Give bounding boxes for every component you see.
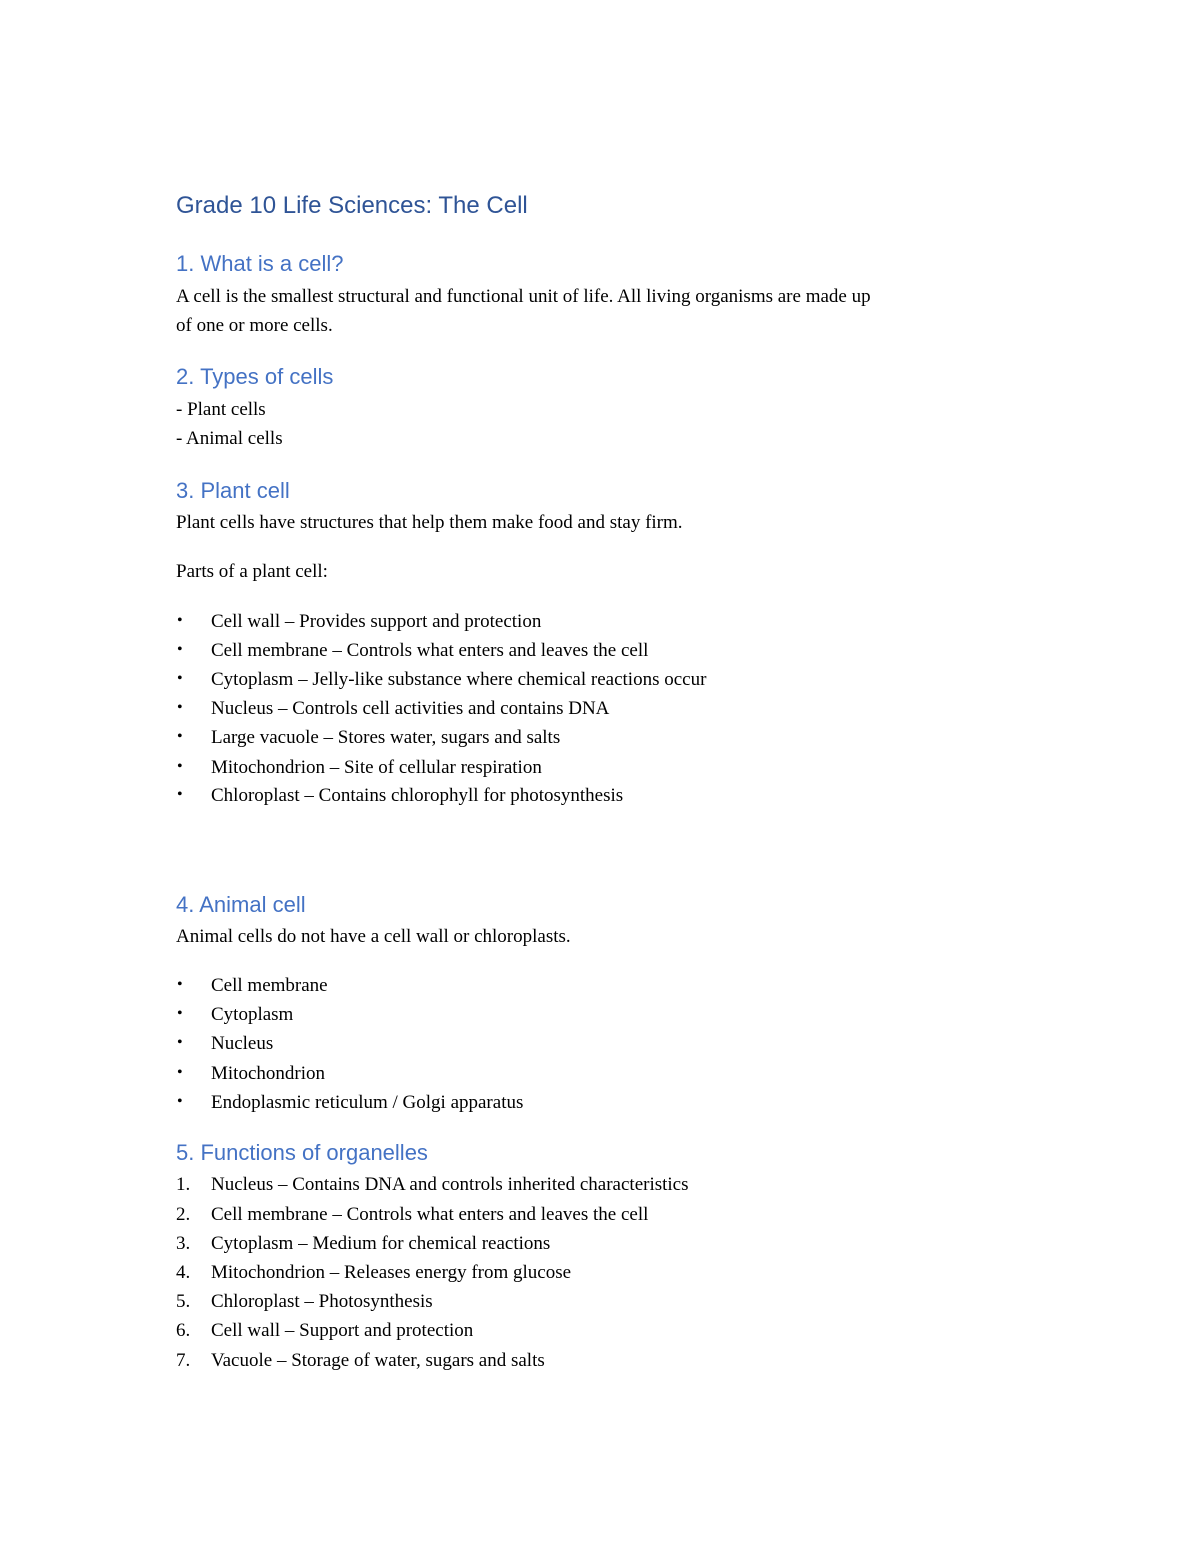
list-item-animal-cells: - Animal cells bbox=[176, 428, 283, 449]
list-item: • Cell wall – Provides support and protection bbox=[176, 606, 541, 636]
bullet-icon: • bbox=[177, 1064, 183, 1081]
list-item: 5. Chloroplast – Photosynthesis bbox=[176, 1291, 433, 1312]
list-item: 2. Cell membrane – Controls what enters and leaves the cell bbox=[176, 1204, 649, 1225]
bullet-icon: • bbox=[177, 670, 183, 687]
heading-what-is-a-cell: 1. What is a cell? bbox=[176, 251, 344, 276]
bullet-icon: • bbox=[177, 786, 183, 803]
paragraph-plant-cell-intro: Plant cells have structures that help them make food and stay firm. bbox=[176, 512, 683, 533]
bullet-icon: • bbox=[177, 1005, 183, 1022]
bullet-icon: • bbox=[177, 1034, 183, 1051]
heading-functions-of-organelles: 5. Functions of organelles bbox=[176, 1140, 428, 1165]
list-item-plant-cells: - Plant cells bbox=[176, 399, 266, 420]
list-item: • Mitochondrion bbox=[176, 1058, 325, 1088]
bullet-icon: • bbox=[177, 728, 183, 745]
document-title: Grade 10 Life Sciences: The Cell bbox=[176, 192, 528, 219]
list-item: • Chloroplast – Contains chlorophyll for photosynthesis bbox=[176, 780, 623, 810]
bullet-icon: • bbox=[177, 641, 183, 658]
list-item: 1. Nucleus – Contains DNA and controls inherited characteristics bbox=[176, 1174, 689, 1195]
bullet-icon: • bbox=[177, 758, 183, 775]
list-item: 4. Mitochondrion – Releases energy from glucose bbox=[176, 1262, 572, 1283]
list-item: • Large vacuole – Stores water, sugars and salts bbox=[176, 722, 560, 752]
paragraph-cell-definition-line-2: of one or more cells. bbox=[176, 315, 333, 336]
bullet-icon: • bbox=[177, 699, 183, 716]
list-item: • Cell membrane – Controls what enters and leaves the cell bbox=[176, 635, 648, 665]
list-item: • Cytoplasm – Jelly-like substance where chemical reactions occur bbox=[176, 664, 706, 694]
list-item: • Nucleus bbox=[176, 1028, 273, 1058]
list-item: • Endoplasmic reticulum / Golgi apparatus bbox=[176, 1087, 523, 1117]
list-item: • Cytoplasm bbox=[176, 999, 293, 1029]
list-item: 6. Cell wall – Support and protection bbox=[176, 1320, 474, 1341]
list-item: • Nucleus – Controls cell activities and contains DNA bbox=[176, 693, 609, 723]
heading-plant-cell: 3. Plant cell bbox=[176, 478, 290, 503]
heading-animal-cell: 4. Animal cell bbox=[176, 892, 306, 917]
bullet-icon: • bbox=[177, 1093, 183, 1110]
paragraph-parts-label: Parts of a plant cell: bbox=[176, 561, 328, 582]
paragraph-animal-cell-intro: Animal cells do not have a cell wall or chloroplasts. bbox=[176, 926, 571, 947]
list-item: 3. Cytoplasm – Medium for chemical reactions bbox=[176, 1233, 551, 1254]
paragraph-cell-definition-line-1: A cell is the smallest structural and functional unit of life. All living organisms are made up bbox=[176, 286, 871, 307]
bullet-icon: • bbox=[177, 976, 183, 993]
heading-types-of-cells: 2. Types of cells bbox=[176, 364, 334, 389]
list-item: • Mitochondrion – Site of cellular respiration bbox=[176, 752, 542, 782]
bullet-icon: • bbox=[177, 612, 183, 629]
list-item: • Cell membrane bbox=[176, 970, 328, 1000]
list-item: 7. Vacuole – Storage of water, sugars and salts bbox=[176, 1350, 545, 1371]
